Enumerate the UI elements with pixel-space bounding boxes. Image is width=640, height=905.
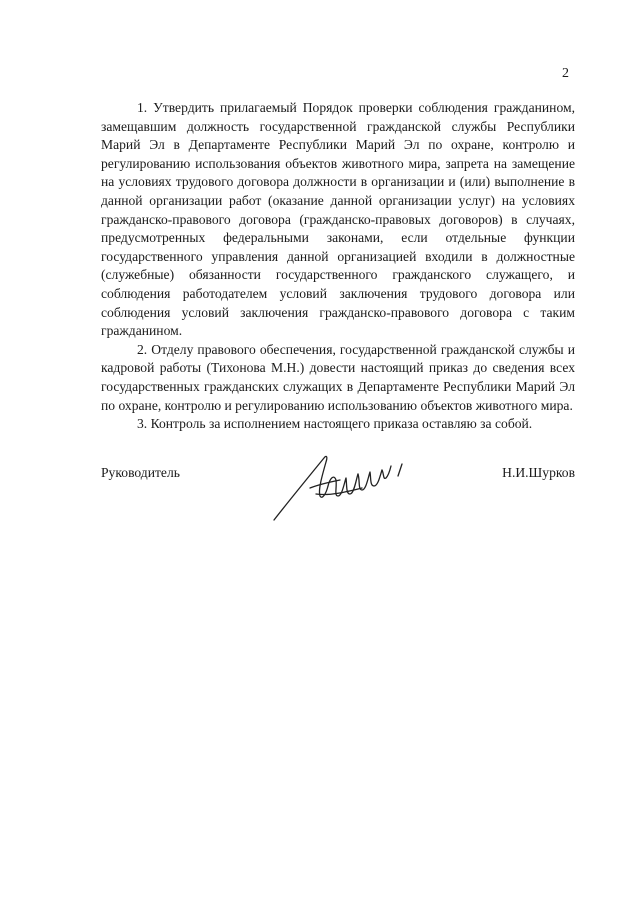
handwritten-signature xyxy=(270,450,420,522)
signer-title: Руководитель xyxy=(101,465,180,480)
paragraph-1: 1. Утвердить прилагаемый Порядок проверки соблюдения гражданином, замещавшим должность государственной гражданской службы Республики Марий Эл в Департаменте Республики Марий Эл по охране, контролю и регулированию использования объектов животного мира, запрета на замещение на условиях трудового договора должности в организации и (или) выполнение в данной организации работ (оказание данной организации услуг) на условиях гражданско-правового договора (гражданско-правовых договоров) в случаях, предусмотренных федеральными законами, если отдельные функции государственного управления данной организацией входили в должностные (служебные) обязанности государственного гражданского служащего, и соблюдения работодателем условий заключения трудового договора или соблюдения условий заключения гражданско-правового договора с таким гражданином. xyxy=(101,100,575,339)
signer-name: Н.И.Шурков xyxy=(502,465,575,480)
paragraph-3: 3. Контроль за исполнением настоящего приказа оставляю за собой. xyxy=(137,416,533,432)
paragraph-2: 2. Отделу правового обеспечения, государственной гражданской службы и кадровой работы (Тихонова М.Н.) довести настоящий приказ до сведения всех государственных гражданских служащих в Департаменте Республики Марий Эл по охране, контролю и регулированию использованию объектов животного мира. xyxy=(101,341,575,413)
page-number: 2 xyxy=(562,66,569,81)
document-body xyxy=(101,99,575,434)
